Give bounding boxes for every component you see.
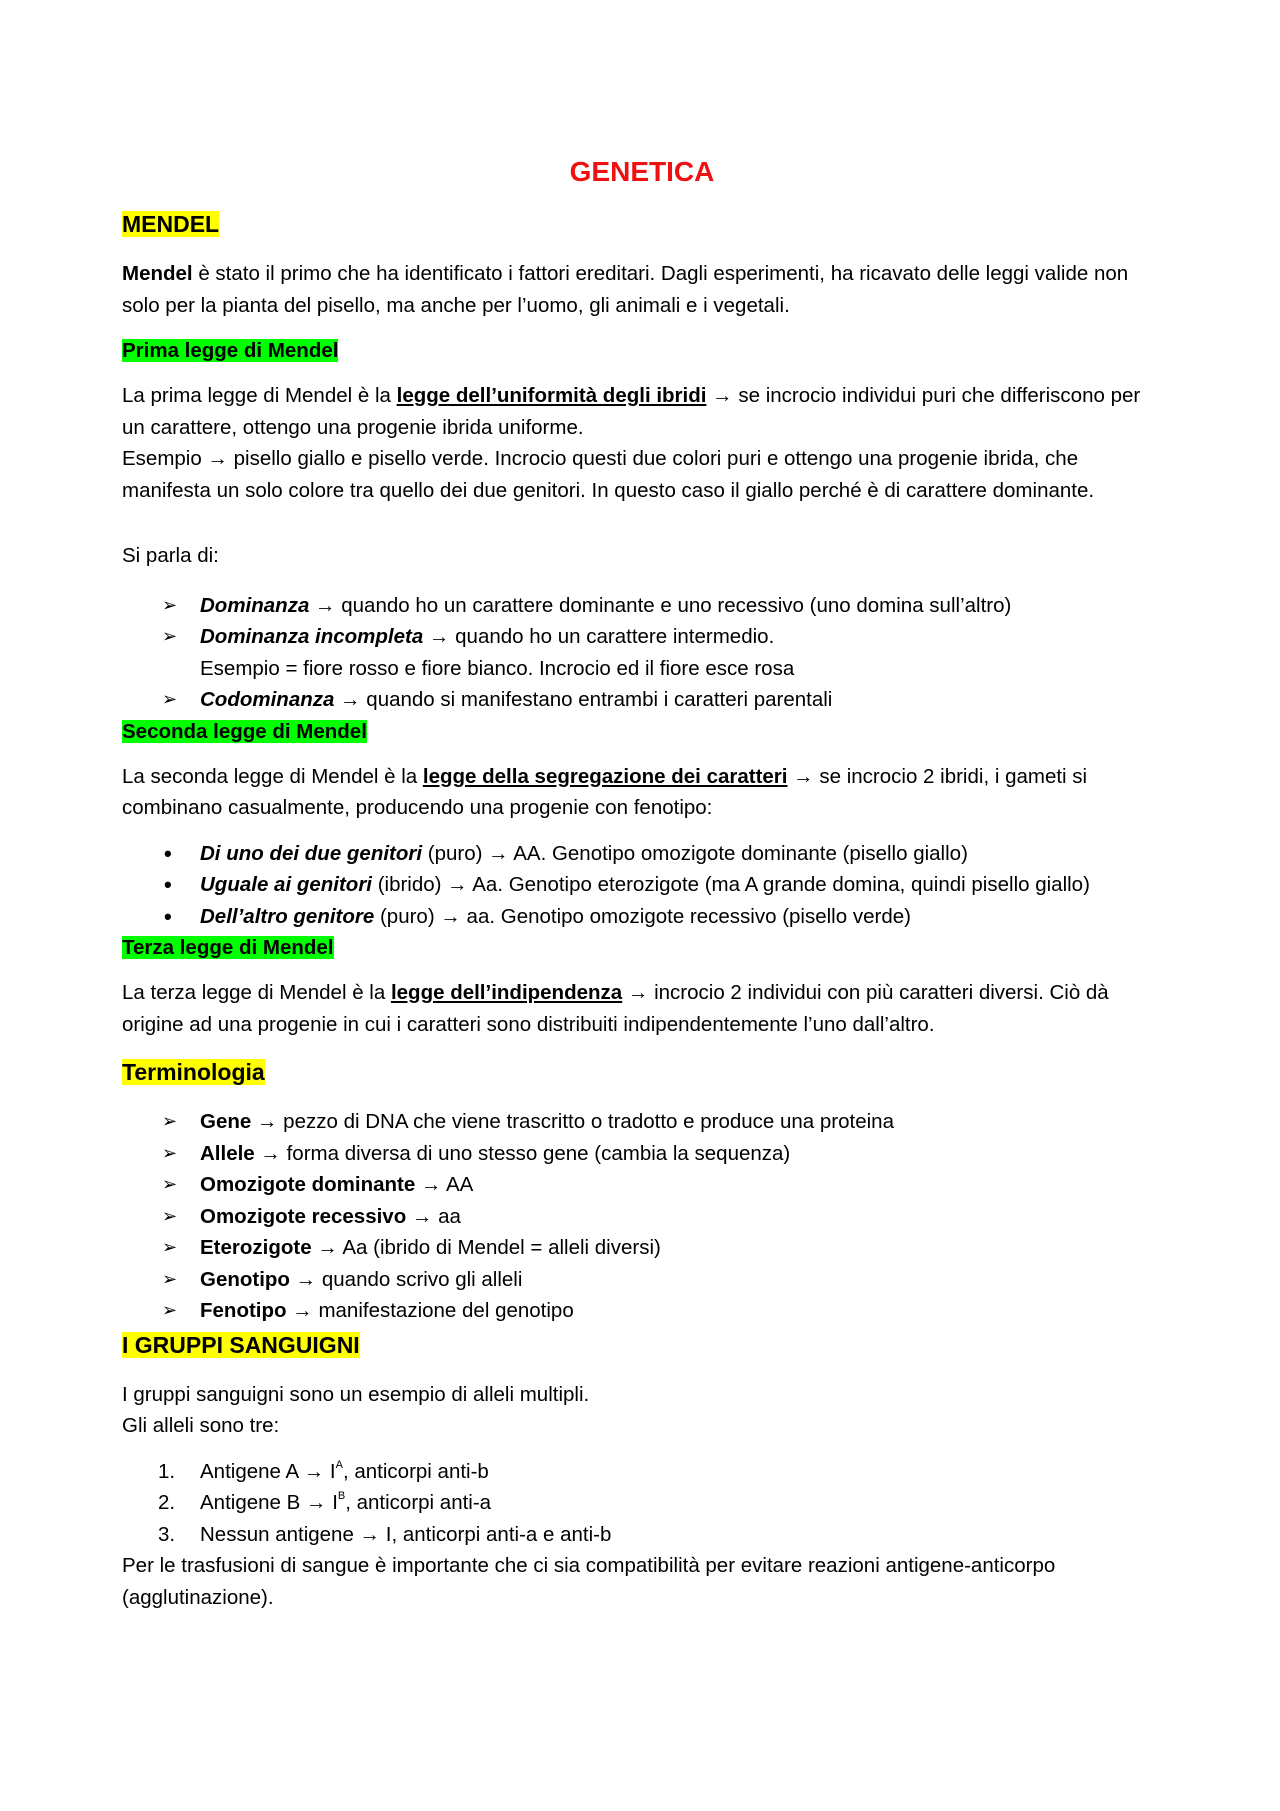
item-text: → aa (406, 1204, 461, 1228)
arrow-bullet-icon: ➢ (162, 1142, 178, 1163)
subheading-law1 (122, 335, 1162, 366)
law1-list (122, 590, 1162, 716)
law1-paragraph (122, 380, 1162, 443)
section-heading-terminologia (122, 1054, 1162, 1092)
law2-paragraph (122, 761, 1162, 824)
dot-bullet-icon: • (164, 903, 172, 929)
item-text: , anticorpi anti-a (345, 1491, 492, 1514)
item-term: Genotipo (200, 1267, 290, 1291)
list-item (122, 1264, 1162, 1296)
item-term: Allele (200, 1141, 255, 1165)
law3-term: legge dell’indipendenza (390, 981, 623, 1004)
list-item (122, 590, 1162, 622)
item-term: Fenotipo (200, 1299, 287, 1322)
text: → incrocio 2 individui con più caratteri diversi. Ciò dà origine ad una progenie in cui i caratteri sono distribuiti indipendentemente l’uno dall’altro. (122, 981, 1109, 1036)
item-term: Eterozigote (200, 1236, 312, 1259)
arrow-bullet-icon: ➢ (162, 1268, 178, 1289)
item-text: (ibrido) → Aa. Genotipo eterozigote (ma A grande domina, quindi pisello giallo) (372, 873, 1090, 896)
law2-list (122, 838, 1162, 933)
item-term: Dominanza incompleta (200, 625, 424, 648)
document-page (122, 152, 1162, 1613)
item-term: Dominanza (200, 593, 310, 617)
arrow-bullet-icon: ➢ (162, 1300, 178, 1320)
item-text: → manifestazione del genotipo (286, 1299, 574, 1322)
subheading-highlight: Seconda legge di Mendel (122, 719, 367, 743)
dot-bullet-icon: • (164, 840, 172, 866)
item-term: Uguale ai genitori (200, 873, 372, 896)
list-item (122, 901, 1162, 933)
heading-highlight: I GRUPPI SANGUIGNI (122, 1331, 360, 1358)
law1-term: legge dell’uniformità degli ibridi (396, 384, 707, 407)
item-text: → quando ho un carattere dominante e uno recessivo (uno domina sull’altro) (309, 593, 1012, 617)
item-text: Antigene A → I (200, 1459, 336, 1483)
item-text: (puro) → aa. Genotipo omozigote recessivo (pisello verde) (374, 904, 911, 928)
subheading-highlight: Terza legge di Mendel (122, 936, 334, 959)
item-term: Omozigote recessivo (200, 1204, 407, 1228)
item-text: → AA (415, 1173, 474, 1196)
item-text: → quando scrivo gli alleli (289, 1267, 523, 1291)
item-text: , anticorpi anti-b (342, 1459, 489, 1483)
text: La seconda legge di Mendel è la (122, 764, 423, 788)
text: → se incrocio 2 ibridi, i gameti si combinano casualmente, producendo una progenie con fenotipo: (122, 764, 1088, 819)
list-item (122, 1169, 1162, 1201)
item-extra: Esempio = fiore rosso e fiore bianco. Incrocio ed il fiore esce rosa (200, 656, 795, 680)
section-heading-gruppi (122, 1327, 1162, 1365)
text: → se incrocio individui puri che differiscono per un carattere, ottengo una progenie ibrida uniforme. (122, 384, 1141, 439)
list-item (122, 1456, 1162, 1488)
arrow-bullet-icon: ➢ (162, 1205, 178, 1226)
subheading-law2 (122, 716, 1162, 747)
text: La prima legge di Mendel è la (122, 384, 397, 407)
list-item (122, 621, 1162, 684)
item-text: → quando si manifestano entrambi i caratteri parentali (334, 688, 833, 711)
item-text: Antigene B → I (200, 1491, 338, 1514)
item-text: (puro) → AA. Genotipo omozigote dominante (pisello giallo) (422, 841, 968, 865)
list-item (122, 1106, 1162, 1138)
terminologia-list (122, 1106, 1162, 1327)
list-item (122, 838, 1162, 870)
allele-superscript: B (337, 1490, 346, 1503)
item-text: → Aa (ibrido di Mendel = alleli diversi) (311, 1236, 661, 1259)
gruppi-paragraph-2: Gli alleli sono tre: (122, 1414, 280, 1437)
dot-bullet-icon: • (164, 872, 172, 897)
list-item (122, 1519, 1162, 1551)
intro-bold-term: Mendel (122, 262, 193, 285)
item-term: Di uno dei due genitori (200, 841, 423, 865)
section-heading-mendel (122, 206, 1162, 244)
item-text: Nessun antigene → I, anticorpi anti-a e anti-b (200, 1522, 612, 1546)
list-number: 2. (158, 1491, 176, 1514)
arrow-bullet-icon: ➢ (162, 626, 178, 646)
arrow-bullet-icon: ➢ (162, 594, 178, 615)
law2-term: legge della segregazione dei caratteri (422, 764, 788, 788)
gruppi-paragraph-3: Per le trasfusioni di sangue è importante che ci sia compatibilità per evitare reazioni antigene-anticorpo (agglutinazione). (122, 1554, 1056, 1609)
item-text: → pezzo di DNA che viene trascritto o tradotto e produce una proteina (251, 1110, 894, 1133)
list-item (122, 684, 1162, 716)
law1-example: Esempio → pisello giallo e pisello verde. Incrocio questi due colori puri e ottengo una progenie ibrida, che manifesta un solo colore tra quello dei due genitori. In questo caso il giallo perché è di carattere dominante. (122, 447, 1095, 502)
item-text: → quando ho un carattere intermedio. (423, 625, 775, 648)
arrow-bullet-icon: ➢ (162, 689, 178, 709)
heading-highlight: Terminologia (122, 1059, 265, 1085)
heading-highlight: MENDEL (122, 211, 220, 237)
item-term: Gene (200, 1110, 252, 1133)
arrow-bullet-icon: ➢ (162, 1111, 178, 1131)
gruppi-paragraph-1: I gruppi sanguigni sono un esempio di alleli multipli. (122, 1382, 590, 1406)
list-number: 3. (158, 1522, 176, 1546)
list-item (122, 1138, 1162, 1170)
arrow-bullet-icon: ➢ (162, 1237, 178, 1257)
arrow-bullet-icon: ➢ (162, 1174, 178, 1194)
item-text: → forma diversa di uno stesso gene (cambia la sequenza) (254, 1141, 791, 1165)
intro-text: è stato il primo che ha identificato i fattori ereditari. Dagli esperimenti, ha ricavato delle leggi valide non solo per la pianta del pisello, ma anche per l’uomo, gli animali e i vegetali. (122, 262, 1129, 317)
list-item (122, 869, 1162, 901)
document-title: GENETICA (569, 156, 715, 187)
list-item (122, 1487, 1162, 1519)
text: La terza legge di Mendel è la (122, 981, 391, 1004)
list-number: 1. (158, 1459, 176, 1483)
item-term: Dell’altro genitore (200, 904, 375, 928)
subheading-highlight: Prima legge di Mendel (122, 339, 339, 362)
mendel-intro (122, 258, 1162, 321)
si-parla-label: Si parla di: (122, 544, 219, 567)
item-term: Codominanza (200, 688, 335, 711)
list-item (122, 1201, 1162, 1233)
law3-paragraph (122, 977, 1162, 1040)
item-term: Omozigote dominante (200, 1173, 416, 1196)
list-item (122, 1232, 1162, 1264)
gruppi-list (122, 1456, 1162, 1551)
allele-superscript: A (335, 1458, 343, 1471)
list-item (122, 1295, 1162, 1327)
subheading-law3 (122, 932, 1162, 963)
